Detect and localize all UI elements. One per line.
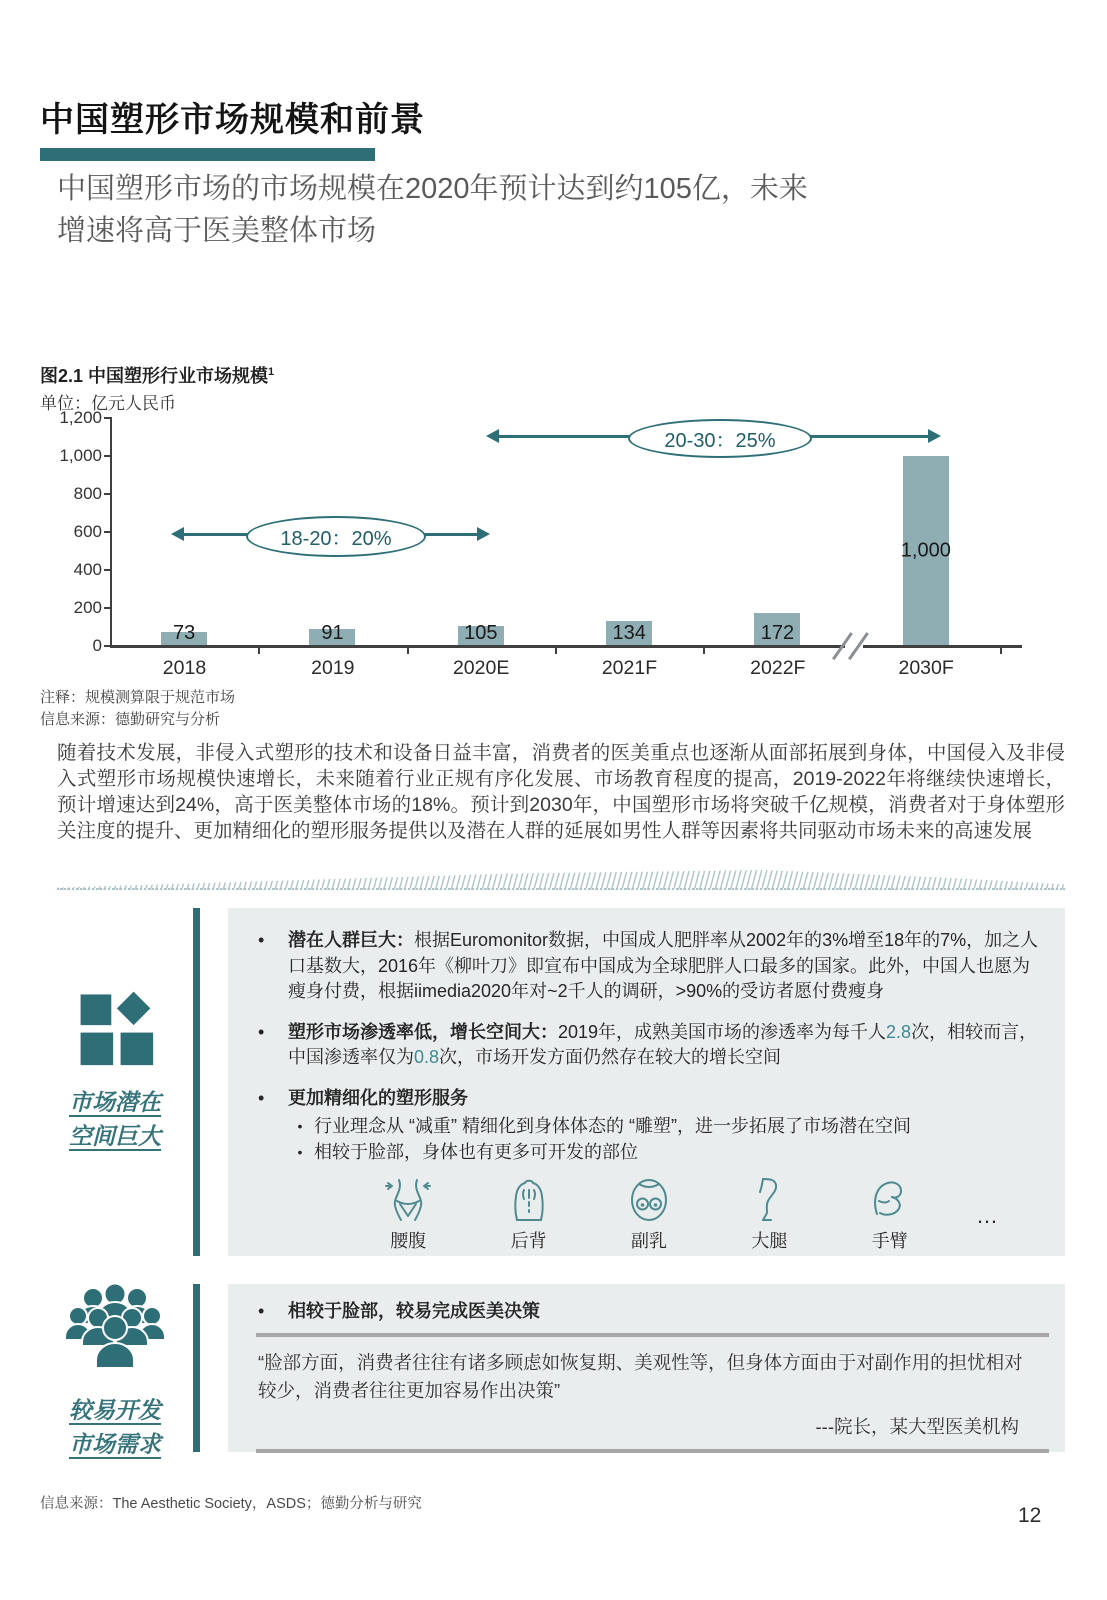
sub-bullet <box>286 1113 1045 1139</box>
body-part-arm <box>830 1175 950 1253</box>
section-easier-demand <box>40 1284 1065 1457</box>
bullet-text <box>288 928 1045 1005</box>
section-label-line: 市场需求 <box>69 1431 161 1457</box>
chest-icon <box>626 1175 672 1223</box>
subtitle-line-2: 增速将高于医美整体市场 <box>57 215 377 247</box>
bullet-text <box>288 1020 1045 1071</box>
x-category-label: 2020E <box>452 657 510 679</box>
y-tick <box>104 455 112 457</box>
bullet-dot: • <box>297 1144 303 1160</box>
y-tick-label: 800 <box>73 484 102 503</box>
x-category-label: 2019 <box>311 657 355 679</box>
back-icon <box>506 1175 552 1223</box>
bar <box>606 621 652 646</box>
cagr-annotation-2020: 18-20：20% <box>246 516 426 557</box>
body-part-chest <box>589 1175 709 1253</box>
y-tick <box>104 417 112 419</box>
section-side-easier-demand <box>40 1284 190 1461</box>
bullet-refined-services <box>252 1086 1045 1112</box>
quote-divider-top <box>256 1333 1049 1337</box>
crowd-icon <box>65 1278 165 1374</box>
body-part-label: 手臂 <box>871 1231 908 1251</box>
body-part-ellipsis: … <box>975 1203 1000 1228</box>
y-tick-label: 200 <box>73 598 102 617</box>
bullet-body: 次，相较而言，中国渗透率仅为 <box>288 1021 1038 1067</box>
bar <box>309 621 355 646</box>
section-label <box>40 1393 190 1461</box>
body-part-waist <box>348 1175 468 1253</box>
page-number: 12 <box>1018 1504 1042 1527</box>
body-part-back <box>468 1175 588 1253</box>
chart-unit-label: 单位：亿元人民币 <box>40 394 176 413</box>
body-part-label: 腰腹 <box>390 1231 427 1251</box>
section-market-potential <box>40 908 1065 1256</box>
x-tick <box>1000 647 1002 654</box>
section-vertical-rule <box>193 1284 200 1452</box>
bullet-easier-decision <box>252 1299 1043 1325</box>
x-category-label: 2030F <box>898 657 954 679</box>
bar <box>900 456 951 646</box>
bullet-potential-population <box>252 928 1045 1005</box>
chart-note-line: 注释：规模测算限于规范市场 <box>40 689 236 706</box>
section-label <box>40 1085 190 1153</box>
bullet-body: 次，市场开发方面仍然存在较大的增长空间 <box>439 1047 782 1067</box>
section-content-box <box>228 908 1065 1256</box>
body-paragraph: 随着技术发展，非侵入式塑形的技术和设备日益丰富，消费者的医美重点也逐渐从面部拓展到身体，中国侵入及非侵入式塑形市场规模快速增长，未来随着行业正规有序化发展、市场教育程度的提高，2019-2022年将继续快速增长，预计增速达到24%，高于医美整体市场的18%。预计到2030年，中国塑形市场将突破千亿规模，消费者对于身体塑形关注度的提升、更加精细化的塑形服务提供以及潜在人群的延展如男性人群等因素将共同驱动市场未来的高速发展 <box>57 742 1065 842</box>
chart-title <box>40 362 274 388</box>
section-side-market-potential <box>40 908 190 1153</box>
y-tick-label: 0 <box>92 636 102 655</box>
section-label-line: 市场潜在 <box>69 1089 161 1115</box>
page-subtitle <box>57 168 1037 252</box>
x-tick <box>703 647 705 654</box>
body-part-label: 后背 <box>510 1231 547 1251</box>
bullet-dot: • <box>258 1087 265 1108</box>
bullet-dot: • <box>297 1118 303 1134</box>
bar-value-label: 172 <box>760 621 795 644</box>
waist-icon <box>385 1175 431 1223</box>
section-vertical-rule <box>193 908 200 1256</box>
quote-divider-bottom <box>256 1449 1049 1453</box>
x-tick <box>555 647 557 654</box>
y-tick-label: 1,200 <box>59 408 102 427</box>
bar-value-label: 105 <box>464 621 498 644</box>
bullet-penetration <box>252 1020 1045 1071</box>
bullet-dot: • <box>258 1301 265 1321</box>
sub-bullet-list <box>286 1113 1045 1165</box>
bar-value-label: 134 <box>612 621 646 644</box>
bullet-body: 根据Euromonitor数据，中国成人肥胖率从2002年的3%增至18年的7%，加之人口基数大，2016年《柳叶刀》即宣布中国成为全球肥胖人口最多的国家。此外，中国人也愿为瘦身付费，根据iimedia2020年对~2千人的调研，>90%的受访者愿付费瘦身 <box>288 930 1039 1001</box>
section-label-line: 较易开发 <box>69 1397 161 1423</box>
y-tick <box>104 493 112 495</box>
cagr-annotation-2030: 20-30：25% <box>628 419 812 458</box>
arrow-right-icon <box>928 429 941 443</box>
bullet-dot: • <box>258 1021 265 1042</box>
bullet-dot: • <box>258 930 265 950</box>
bar-value-label: 1,000 <box>900 539 951 562</box>
x-category-label: 2022F <box>750 657 806 679</box>
x-category-label: 2018 <box>162 657 207 679</box>
y-tick-label: 600 <box>73 522 102 541</box>
arrow-right-icon <box>477 527 490 541</box>
bar <box>161 621 207 646</box>
y-tick <box>104 531 112 533</box>
penetration-rate-us: 2.8 <box>886 1021 912 1042</box>
title-underline <box>40 148 375 161</box>
bar <box>754 613 800 646</box>
bullet-lead: 潜在人群巨大： <box>288 930 414 950</box>
chart-title-footnote-marker: 1 <box>268 366 275 378</box>
x-category-label: 2021F <box>601 657 658 679</box>
body-part-icon-row <box>348 1175 1045 1253</box>
hatched-divider <box>57 870 1065 890</box>
penetration-rate-china: 0.8 <box>414 1047 440 1067</box>
bullet-lead: 塑形市场渗透率低，增长空间大： <box>288 1021 558 1042</box>
squares-diamond-icon <box>75 988 155 1066</box>
y-tick <box>104 607 112 609</box>
sub-bullet-text: 相较于脸部，身体也有更多可开发的部位 <box>314 1142 638 1162</box>
quote-text: “脸部方面，消费者往往有诸多顾虑如恢复期、美观性等，但身体方面由于对副作用的担忧相对较少，消费者往往更加容易作出决策” <box>258 1351 1023 1401</box>
x-tick <box>258 647 260 654</box>
body-part-thigh <box>709 1175 829 1253</box>
chart-title-text: 图2.1 中国塑形行业市场规模 <box>40 366 269 386</box>
chart-notes <box>40 687 235 731</box>
sub-bullet-text: 行业理念从 “减重” 精细化到身体体态的 “雕塑”，进一步拓展了市场潜在空间 <box>314 1116 911 1136</box>
bar-chart <box>40 362 1070 692</box>
x-axis-line <box>110 645 1022 648</box>
bullet-body: 2019年，成熟美国市场的渗透率为每千人 <box>558 1021 887 1042</box>
y-tick-label: 1,000 <box>59 446 102 465</box>
chart-source-line: 信息来源：德勤研究与分析 <box>40 710 221 728</box>
bullet-lead: 更加精细化的塑形服务 <box>288 1087 468 1108</box>
body-part-label: 副乳 <box>630 1231 667 1251</box>
subtitle-line-1: 中国塑形市场的市场规模在2020年预计达到约105亿，未来 <box>57 173 808 205</box>
thigh-icon <box>746 1175 792 1223</box>
body-part-label: 大腿 <box>751 1231 788 1251</box>
x-tick <box>407 647 409 654</box>
sub-bullet <box>286 1139 1045 1165</box>
bar-value-label: 91 <box>321 621 344 644</box>
footer-source: 信息来源：The Aesthetic Society，ASDS；德勤分析与研究 <box>40 1496 422 1512</box>
y-tick-label: 400 <box>73 560 102 579</box>
y-tick <box>104 569 112 571</box>
arm-icon <box>867 1175 913 1223</box>
bullet-lead: 相较于脸部，较易完成医美决策 <box>288 1301 540 1321</box>
quote-attribution: ---院长，某大型医美机构 <box>815 1415 1019 1437</box>
bar-value-label: 73 <box>173 621 196 644</box>
page-title: 中国塑形市场规模和前景 <box>40 101 425 139</box>
section-content-box <box>228 1284 1065 1452</box>
section-label-line: 空间巨大 <box>69 1123 161 1149</box>
bar <box>458 621 504 646</box>
